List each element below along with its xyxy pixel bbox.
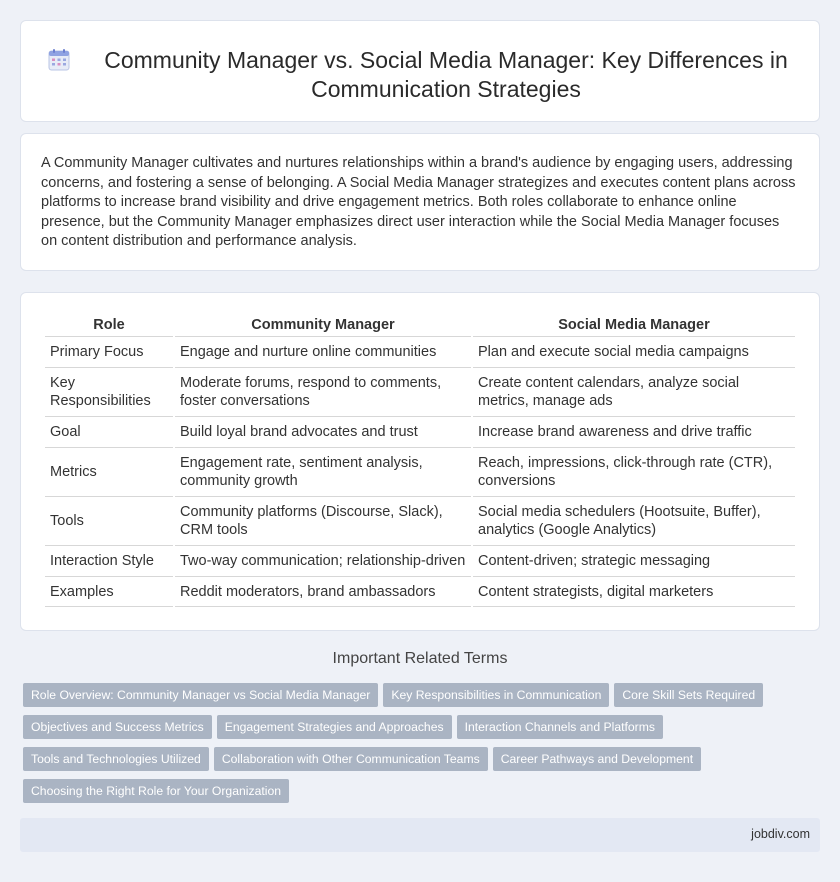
row-label: Key Responsibilities (45, 367, 173, 416)
community-manager-cell: Build loyal brand advocates and trust (175, 416, 471, 447)
comparison-card (20, 292, 820, 631)
intro-paragraph: A Community Manager cultivates and nurtures relationships within a brand's audience by engaging users, addressing concerns, and fostering a sense of belonging. A Social Media Manager strategizes and executes content plans across platforms to increase brand visibility and drive engagement metrics. Both roles collaborate to enhance online presence, but the Community Manager emphasizes direct user interaction while the Social Media Manager focuses on content distribution and performance analysis. (41, 155, 796, 250)
related-term-tag[interactable]: Engagement Strategies and Approaches (217, 715, 452, 739)
table-row (45, 367, 795, 416)
header-role: Role (93, 316, 125, 333)
header-community-manager: Community Manager (251, 316, 395, 333)
related-term-tag[interactable]: Objectives and Success Metrics (23, 715, 212, 739)
related-terms-list (23, 683, 813, 811)
related-term-tag[interactable]: Career Pathways and Development (493, 747, 701, 771)
header-social-media-manager: Social Media Manager (558, 316, 710, 333)
table-row (45, 336, 795, 367)
community-manager-cell: Two-way communication; relationship-driven (175, 545, 471, 576)
intro-card (20, 133, 820, 271)
related-term-tag[interactable]: Collaboration with Other Communication Teams (214, 747, 488, 771)
community-manager-cell: Reddit moderators, brand ambassadors (175, 576, 471, 607)
social-media-manager-cell: Content strategists, digital marketers (473, 576, 795, 607)
table-row (45, 576, 795, 607)
footer-site-link[interactable]: jobdiv.com (751, 827, 810, 841)
row-label: Tools (45, 496, 173, 545)
related-term-tag[interactable]: Tools and Technologies Utilized (23, 747, 209, 771)
related-term-tag[interactable]: Choosing the Right Role for Your Organization (23, 779, 289, 803)
page-title: Community Manager vs. Social Media Manager: Key Differences in Communication Strategies (104, 47, 788, 102)
community-manager-cell: Engage and nurture online communities (175, 336, 471, 367)
row-label: Goal (45, 416, 173, 447)
calendar-icon (47, 48, 71, 72)
table-row (45, 416, 795, 447)
row-label: Primary Focus (45, 336, 173, 367)
row-label: Interaction Style (45, 545, 173, 576)
social-media-manager-cell: Plan and execute social media campaigns (473, 336, 795, 367)
table-row (45, 496, 795, 545)
related-term-tag[interactable]: Key Responsibilities in Communication (383, 683, 609, 707)
social-media-manager-cell: Reach, impressions, click-through rate (CTR), conversions (473, 447, 795, 496)
community-manager-cell: Engagement rate, sentiment analysis, community growth (175, 447, 471, 496)
comparison-table (43, 313, 797, 607)
social-media-manager-cell: Content-driven; strategic messaging (473, 545, 795, 576)
table-row (45, 545, 795, 576)
related-terms-title: Important Related Terms (332, 650, 508, 667)
row-label: Metrics (45, 447, 173, 496)
related-term-tag[interactable]: Interaction Channels and Platforms (457, 715, 663, 739)
related-term-tag[interactable]: Core Skill Sets Required (614, 683, 763, 707)
community-manager-cell: Moderate forums, respond to comments, foster conversations (175, 367, 471, 416)
social-media-manager-cell: Create content calendars, analyze social metrics, manage ads (473, 367, 795, 416)
footer (20, 818, 820, 852)
related-term-tag[interactable]: Role Overview: Community Manager vs Social Media Manager (23, 683, 378, 707)
community-manager-cell: Community platforms (Discourse, Slack), CRM tools (175, 496, 471, 545)
row-label: Examples (45, 576, 173, 607)
social-media-manager-cell: Social media schedulers (Hootsuite, Buffer), analytics (Google Analytics) (473, 496, 795, 545)
title-card (20, 20, 820, 122)
table-header-row (45, 313, 795, 336)
social-media-manager-cell: Increase brand awareness and drive traffic (473, 416, 795, 447)
table-row (45, 447, 795, 496)
